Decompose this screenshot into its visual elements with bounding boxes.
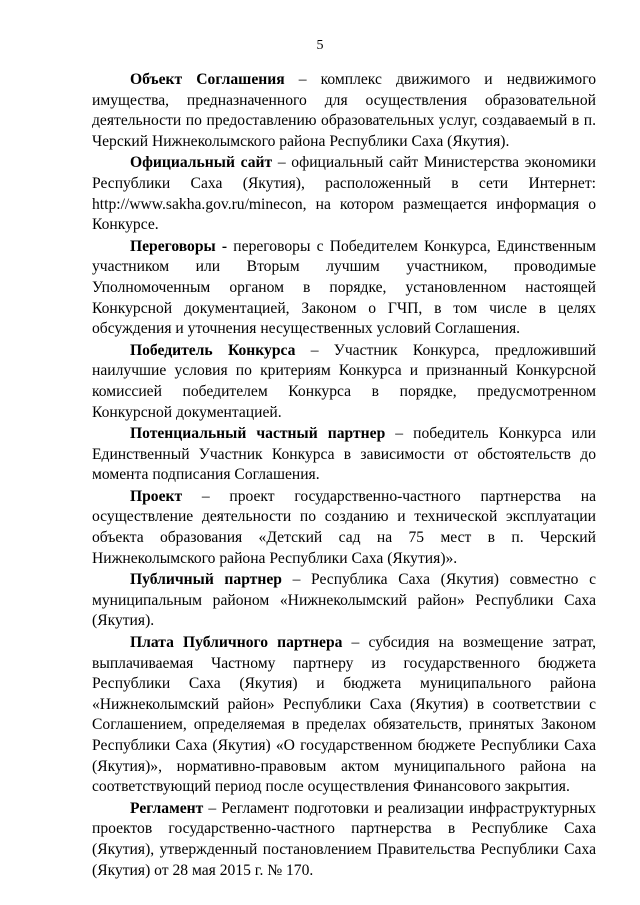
definition-paragraph <box>92 799 596 881</box>
definition-paragraph <box>92 570 596 632</box>
definition-text: – комплекс движимого и недвижимого имущества, предназначенного для осуществления образовательной деятельности по предоставлению образовательных услуг, создаваемый в п. Черский Нижнеколымского района Республики Саха (Якутия). <box>92 71 596 150</box>
page-number: 5 <box>316 38 324 53</box>
definition-paragraph <box>92 70 596 152</box>
definition-paragraph <box>92 341 596 423</box>
definition-term: Официальный сайт <box>130 154 273 172</box>
definition-paragraph <box>92 487 596 569</box>
definition-term: Потенциальный частный партнер <box>130 425 386 443</box>
definition-term: Проект <box>130 487 183 505</box>
definition-term: Регламент <box>130 799 204 817</box>
definition-text: – официальный сайт Министерства экономики Республики Саха (Якутия), расположенный в сети Интернет: http://www.sakha.gov.ru/minecon, на котором размещается информация о Конкурсе. <box>92 154 596 234</box>
definition-term: Публичный партнер <box>130 571 282 589</box>
definition-text: – проект государственно-частного партнерства на осуществление деятельности по созданию и технической эксплуатации объекта образования «Детский сад на 75 мест в п. Черский Нижнеколымского района Республики Саха (Якутия)». <box>92 487 596 567</box>
definition-text: – Республика Саха (Якутия) совместно с муниципальным районом «Нижнеколымский район» Республики Саха (Якутия). <box>92 571 597 630</box>
definition-text: – Регламент подготовки и реализации инфраструктурных проектов государственно-частного партнерства в Республике Саха (Якутия), утвержденный постановлением Правительства Республики Саха (Якутия) от 28 мая 2015 г. № 170. <box>92 799 596 879</box>
definition-text: – Участник Конкурса, предложивший наилучшие условия по критериям Конкурса и признанный Конкурсной комиссией победителем Конкурса в порядке, предусмотренном Конкурсной документацией. <box>92 341 596 421</box>
definition-term: Плата Публичного партнера <box>130 634 343 652</box>
definition-text: – победитель Конкурса или Единственный Участник Конкурса в зависимости от обстоятельств до момента подписания Соглашения. <box>92 425 596 484</box>
definition-paragraph <box>92 237 596 340</box>
definition-paragraph <box>92 633 596 798</box>
definitions-list <box>92 70 596 882</box>
definition-paragraph <box>92 424 596 486</box>
definition-text: – субсидия на возмещение затрат, выплачиваемая Частному партнеру из государственного бюджета Республики Саха (Якутия) и бюджета муниципального района «Нижнеколымский район» Республики Саха (Якутия) в соответствии с Соглашением, определяемая в пределах обязательств, принятых Законом Республики Саха (Якутия) «О государственном бюджете Республики Саха (Якутия)», нормативно-правовым актом муниципального района на соответствующий период после осуществления Финансового закрытия. <box>92 634 596 796</box>
definition-term: Победитель Конкурса <box>130 341 296 359</box>
definition-term: Переговоры - <box>130 237 228 255</box>
definition-paragraph <box>92 153 596 235</box>
definition-text: переговоры с Победителем Конкурса, Единственным участником или Вторым лучшим участником, проводимые Уполномоченным органом в порядке, установленном настоящей Конкурсной документацией, Законом о ГЧП, в том числе в целях обсуждения и уточнения несущественных условий Соглашения. <box>92 237 596 338</box>
definition-term: Объект Соглашения <box>130 71 285 88</box>
